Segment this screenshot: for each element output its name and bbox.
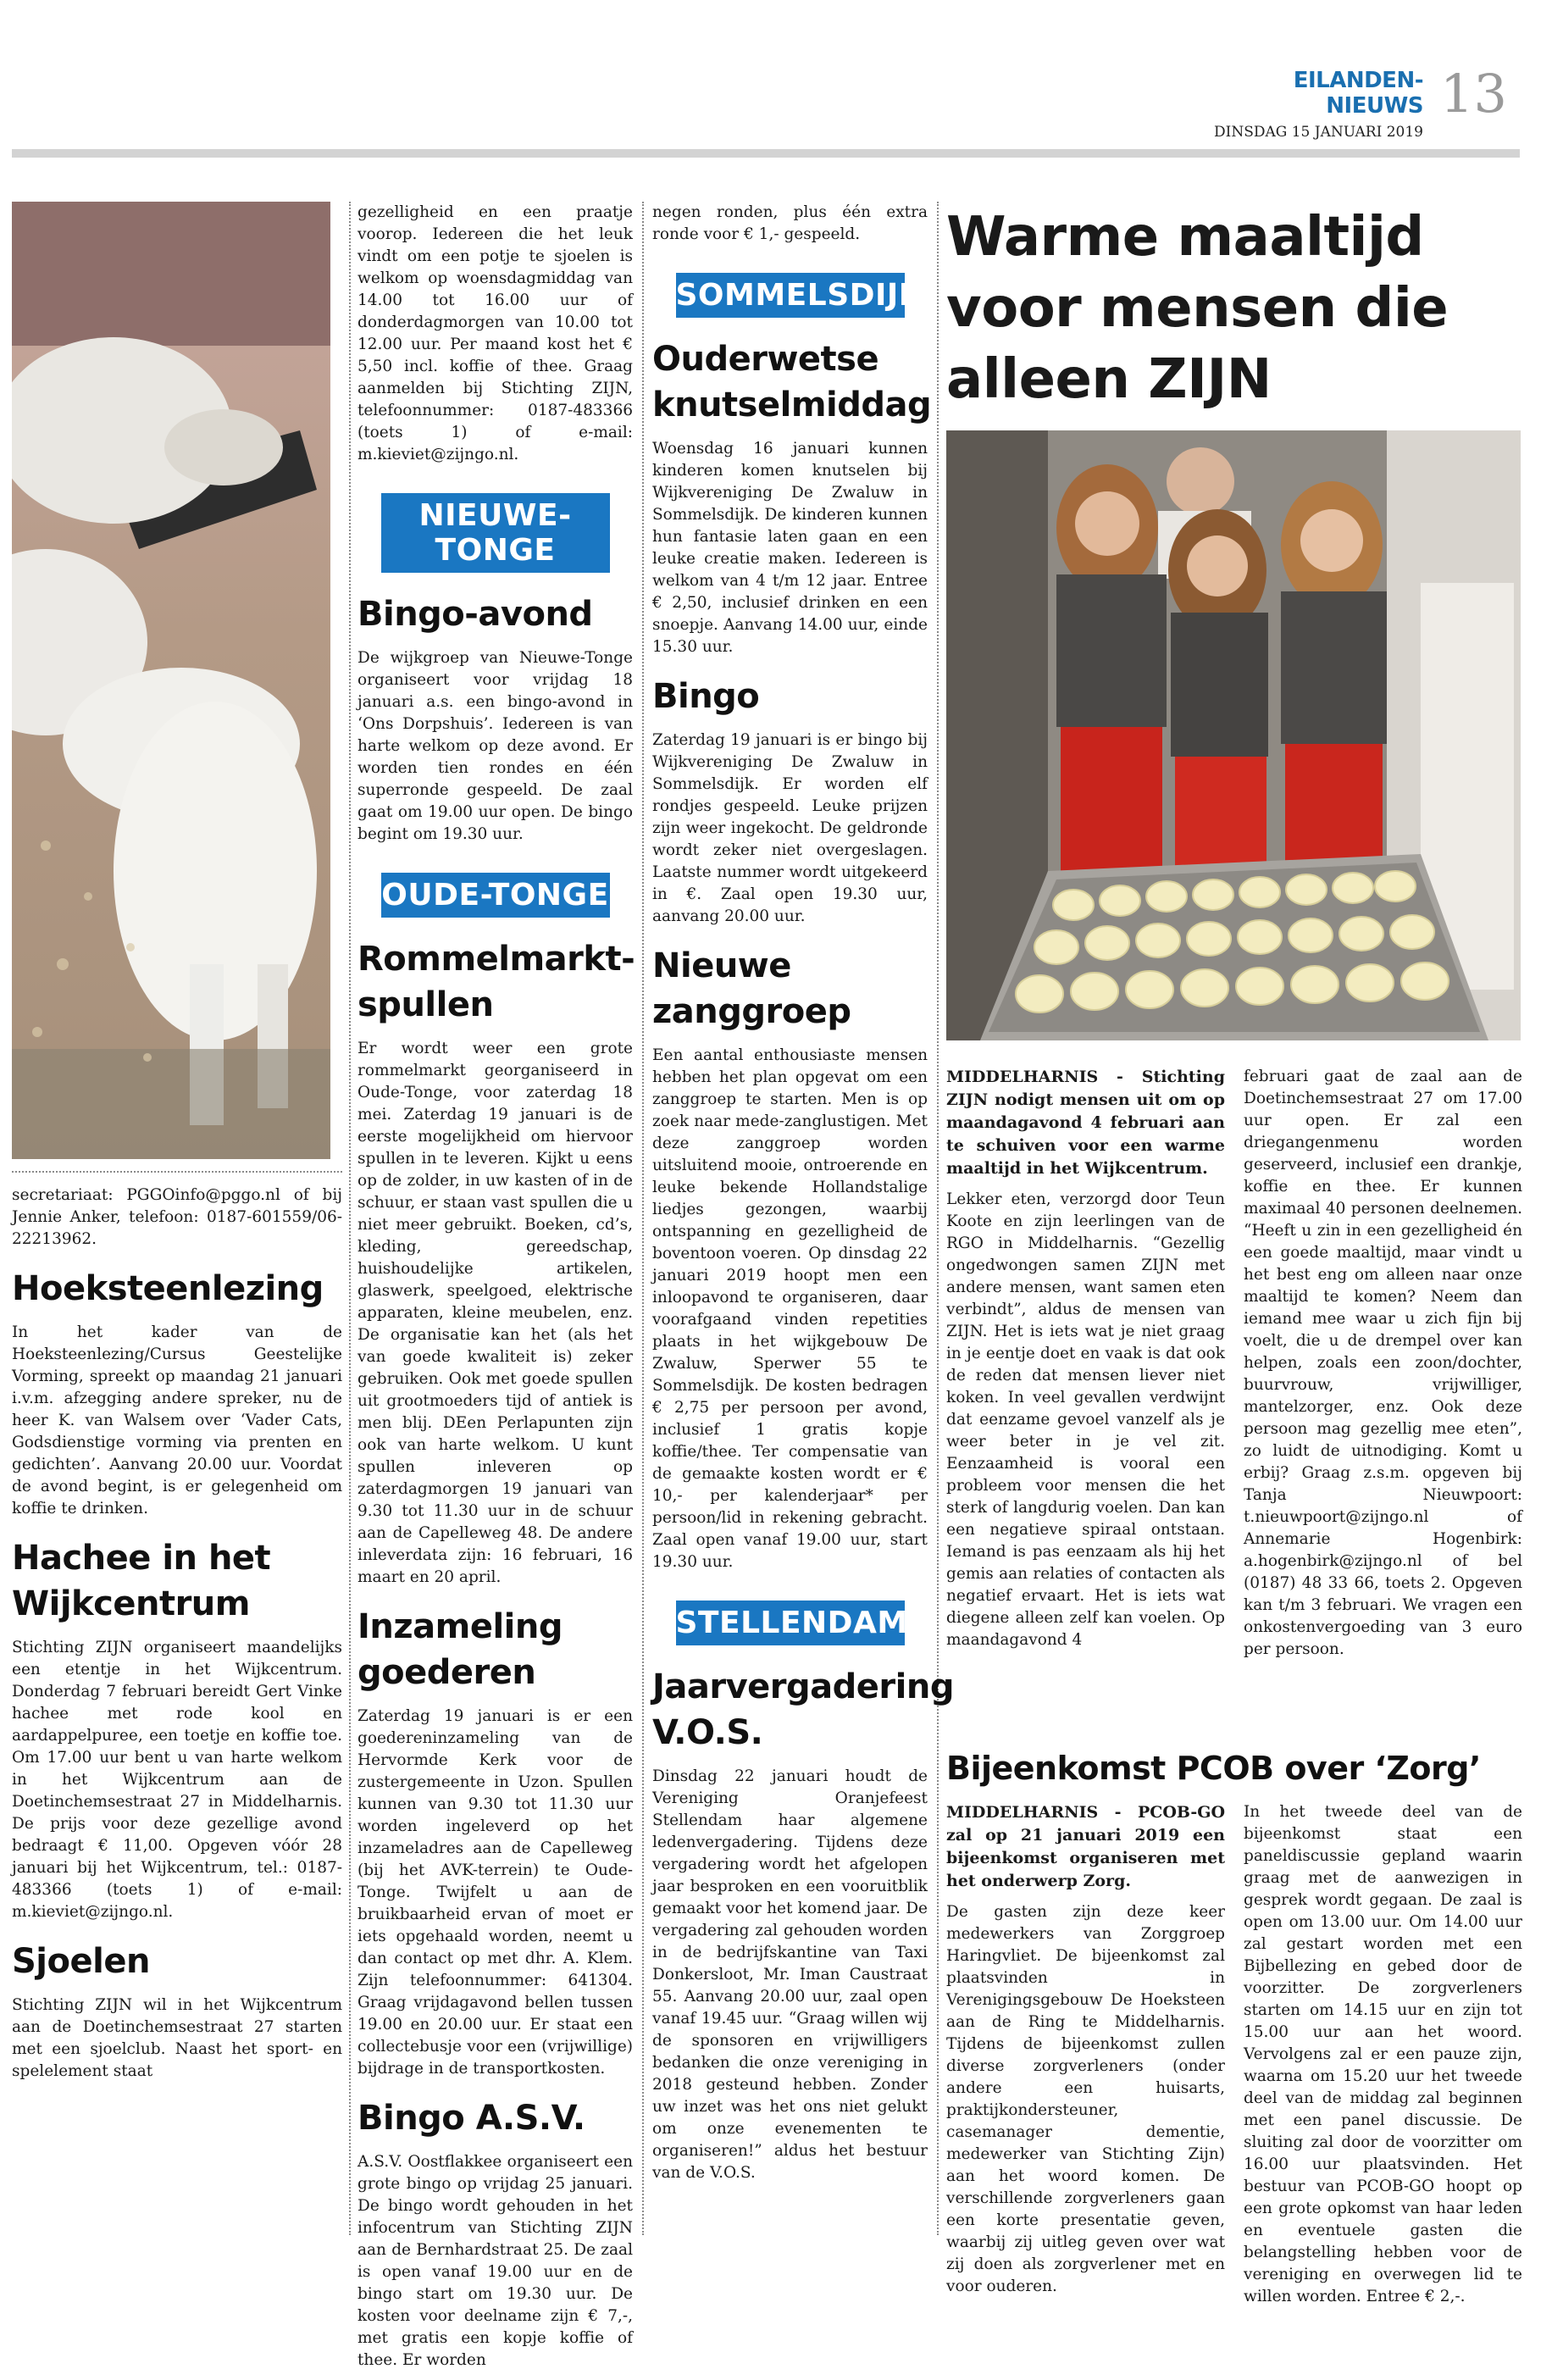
article-body: Zaterdag 19 januari is er bingo bij Wijkvereniging De Zwaluw in Sommelsdijk. Er worden elf rondjes gespeeld. Leuke prijzen zijn weer ingekocht. De geldronde wordt zeker niet overgeslagen. Laatste nummer wordt uitgekeerd in €. Zaal open 19.30 uur, aanvang 20.00 uur. xyxy=(652,731,928,925)
headline-bingo-avond: Bingo-avond xyxy=(357,595,593,634)
article-body: In het tweede deel van de bijeenkomst staat een paneldiscussie gepland waarin graag met de aanwezigen in gesprek wordt gegaan. De zaal is open om 13.00 uur. Om 14.00 uur zal gestart worden met een Bijbellezing en gebed door de voorzitter. De zorgverleners starten om 14.15 uur en zijn tot 15.00 uur aan het woord. Vervolgens zal er een pauze zijn, waarna om 15.20 uur het tweede deel van de middag zal beginnen met een panel discussie. De sluiting zal door de voorzitter om 16.00 uur plaatsvinden. Het bestuur van PCOB-GO hoopt op een grote opkomst van haar leden en eventuele gasten die belangstelling hebben voor de vereniging en overwegen lid te willen worden. Entree € 2,-. xyxy=(1244,1803,1522,2305)
headline-hoeksteenlezing: Hoeksteenlezing xyxy=(12,1269,324,1308)
newspaper-brand: EILANDEN-NIEUWS xyxy=(1293,68,1423,119)
article-body: Stichting ZIJN organiseert maandelijks een etentje in het Wijkcentrum. Donderdag 7 februari bereidt Gert Vinke hachee met rode kool en aardappelpuree, een toetje en koffie toe. Om 17.00 uur bent u van harte welkom in het Wijkcentrum aan de Doetinchemsestraat 27 in Middelharnis. De prijs voor deze gezellige avond bedraagt € 11,00. Opgeven vóór 28 januari bij het Wijkcentrum, tel.: 0187- 483366 (toets 1) of e-mail: m.kieviet@zijngo.nl. xyxy=(12,1639,342,1921)
article-body: De wijkgroep van Nieuwe-Tonge organiseert voor vrijdag 18 januari a.s. een bingo-avond in ‘Ons Dorpshuis’. Iedereen is van harte welkom op deze avond. Er worden tien rondes en één superronde gespeeld. De zaal gaat om 19.00 uur open. De bingo begint om 19.30 uur. xyxy=(357,649,633,843)
article-body: Lekker eten, verzorgd door Teun Koote en zijn leerlingen van de RGO in Middelharnis. “Gezellig ongedwongen samen ZIJN met andere mensen, want samen eten verbindt”, aldus de mensen van ZIJN. Het is iets wat je niet graag in je eentje doet en vaak is dat ook de reden dat mensen liever niet koken. In veel gevallen verdwijnt dat eenzame gevoel vanzelf als je weer beter in je vel zit. Eenzaamheid is vooral een probleem voor mensen die het sterk of langdurig voelen. Dan kan een negatieve spiraal ontstaan. Iemand is pas eenzaam als hij het gemis aan relaties of contacten als negatief ervaart. Het is iets wat diegene alleen zelf kan voelen. Op maandagavond 4 xyxy=(946,1190,1225,1649)
location-tag: NIEUWE-TONGE xyxy=(381,493,610,573)
column-divider xyxy=(349,202,351,2235)
article-body: negen ronden, plus één extra ronde voor € 1,- gespeeld. xyxy=(652,203,928,243)
headline-inzameling: Inzameling goederen xyxy=(357,1607,563,1692)
location-tag: STELLENDAM xyxy=(676,1601,905,1645)
article-body: Er wordt weer een grote rommelmarkt georganiseerd in Oude-Tonge, voor zaterdag 18 mei. Zaterdag 19 januari is de eerste mogelijkheid om hiervoor spullen in te leveren. Kijkt u eens op de zolder, in uw kasten of in de schuur, er staan vast spullen die u niet meer gebruikt. Boeken, cd’s, kleding, gereedschap, huishoudelijke artikelen, glaswerk, speelgoed, elektrische apparaten, kleine meubelen, enz. De organisatie kan het (als het van goede kwaliteit is) zeker gebruiken. Ook met goede spullen uit grootmoeders tijd of antiek is men blij. DEen Perlapunten zijn ook van harte welkom. U kunt spullen inleveren op zaterdagmorgen 19 januari van 9.30 tot 11.30 uur in de schuur aan de Capelleweg 48. De andere inleverdata zijn: 16 februari, 16 maart en 20 april. xyxy=(357,1040,633,1586)
column-divider xyxy=(937,202,939,2235)
column-3 xyxy=(652,202,954,2193)
article-lead: MIDDELHARNIS - Stichting ZIJN nodigt mensen uit om op maandagavond 4 februari aan te schuiven voor een warme maaltijd in het Wijkcentrum. xyxy=(946,1068,1225,1178)
column-divider xyxy=(642,202,644,2235)
goat-photo xyxy=(12,202,330,1159)
article-body: Een aantal enthousiaste mensen hebben het plan opgevat om een zanggroep te starten. Men is op zoek naar mede-zanglustigen. Met deze zanggroep worden uitsluitend mooie, ontroerende en leuke bekende Hollandstalige liedjes gezongen, waarbij ontspanning en gezelligheid de boventoon voeren. Op dinsdag 22 januari 2019 hoopt men een inloopavond te organiseren, daar voorafgaand vinden repetities plaats in het wijkgebouw De Zwaluw, Sperwer 55 te Sommelsdijk. De kosten bedragen € 2,75 per persoon per avond, inclusief 1 gratis kopje koffie/thee. Ter compensatie van de gemaakte kosten wordt er € 10,- per kalenderjaar* per persoon/lid in rekening gebracht. Zaal open vanaf 19.00 uur, start 19.30 uur. xyxy=(652,1046,928,1571)
article-lead: MIDDELHARNIS - PCOB-GO zal op 21 januari 2019 een bijeenkomst organiseren met het onderwerp Zorg. xyxy=(946,1803,1225,1890)
headline-hachee: Hachee in het Wijkcentrum xyxy=(12,1539,271,1623)
page-number: 13 xyxy=(1440,63,1507,125)
column-1 xyxy=(12,202,342,2091)
headline-sjoelen: Sjoelen xyxy=(12,1942,150,1981)
headline-bingo: Bingo xyxy=(652,677,760,716)
main-headline: Warme maaltijd voor mensen die alleen ZIJN xyxy=(946,206,1449,411)
headline-jaarvergadering: Jaarvergadering V.O.S. xyxy=(652,1667,954,1752)
article-body: A.S.V. Oostflakkee organiseert een grote bingo op vrijdag 25 januari. De bingo wordt gehouden in het infocentrum van Stichting ZIJN aan de Bernhardstraat 25. De zaal is open vanaf 19.00 uur en de bingo start om 19.30 uur. De kosten voor deelname zijn € 7,-, met gratis een kopje koffie of thee. Er worden xyxy=(357,2153,633,2369)
contact-info: secretariaat: PGGOinfo@pggo.nl of bij Jennie Anker, telefoon: 0187-601559/06-22213962. xyxy=(12,1186,342,1248)
top-rule xyxy=(12,149,1520,158)
headline-pcob: Bijeenkomst PCOB over ‘Zorg’ xyxy=(946,1750,1481,1787)
article-body: In het kader van de Hoeksteenlezing/Cursus Geestelijke Vorming, spreekt op maandag 21 januari i.v.m. afzegging andere spreker, nu de heer K. van Walsem over ‘Vader Cats, Godsdienstige vorming via prenten en gedichten’. Aanvang 20.00 uur. Voordat de avond begint, is er gelegenheid om koffie te drinken. xyxy=(12,1323,342,1517)
column-4 xyxy=(946,202,1522,2316)
headline-rommelmarkt: Rommelmarkt-spullen xyxy=(357,940,635,1024)
headline-zanggroep: Nieuwe zanggroep xyxy=(652,946,851,1031)
headline-bingo-asv: Bingo A.S.V. xyxy=(357,2099,585,2138)
article-body: februari gaat de zaal aan de Doetinchemsestraat 27 om 17.00 uur open. Er zal een driegangenmenu worden geserveerd, inclusief een drankje, koffie en thee. Er kunnen maximaal 40 personen deelnemen. “Heeft u zin in een gezelligheid én een goede maaltijd, maar vindt u het best eng om alleen naar onze maaltijd te komen? Neem dan iemand mee waar u zich fijn bij voelt, die u de drempel over kan helpen, zoals een zoon/dochter, buurvrouw, vrijwilliger, mantelzorger, enz. Ook deze persoon mag gezellig mee eten”, zo luidt de uitnodiging. Komt u erbij? Graag z.s.m. opgeven bij Tanja Nieuwpoort: t.nieuwpoort@zijngo.nl of Annemarie Hogenbirk: a.hogenbirk@zijngo.nl of bel (0187) 48 33 66, toets 2. Opgeven kan t/m 3 februari. We vragen een onkostenvergoeding van 3 euro per persoon. xyxy=(1244,1068,1522,1658)
location-tag: OUDE-TONGE xyxy=(381,873,610,918)
article-body: Dinsdag 22 januari houdt de Vereniging Oranjefeest Stellendam haar algemene ledenvergadering. Tijdens deze vergadering wordt het afgelopen jaar besproken en een vooruitblik gemaakt voor het komend jaar. De vergadering zal gehouden worden in de bedrijfskantine van Taxi Donkersloot, Mr. Iman Caustraat 55. Aanvang 20.00 uur, zaal open vanaf 19.45 uur. “Graag willen wij de sponsoren en vrijwilligers bedanken die onze vereniging in 2018 gesteund hebben. Zonder uw inzet was het ons niet gelukt om onze evenementen te organiseren!” aldus het bestuur van de V.O.S. xyxy=(652,1767,928,2182)
group-photo xyxy=(946,430,1521,1040)
column-2 xyxy=(357,202,633,2380)
masthead xyxy=(1211,68,1423,141)
location-tag: SOMMELSDIJK xyxy=(676,273,905,318)
article-body: Stichting ZIJN wil in het Wijkcentrum aan de Doetinchemsestraat 27 starten met een sjoelclub. Naast het sport- en spelelement staat xyxy=(12,1996,342,2080)
issue-date: DINSDAG 15 JANUARI 2019 xyxy=(1213,124,1423,141)
article-pcob xyxy=(946,1801,1522,2316)
article-warme-maaltijd xyxy=(946,1066,1522,1669)
headline-knutselmiddag: Ouderwetse knutselmiddag xyxy=(652,340,932,424)
article-body: gezelligheid en een praatje voorop. Iedereen die het leuk vindt om een potje te sjoelen is welkom op woensdagmiddag van 14.00 tot 16.00 uur of donderdagmorgen van 10.00 tot 12.00 uur. Per maand kost het € 5,50 incl. koffie of thee. Graag aanmelden bij Stichting ZIJN, telefoonnummer: 0187-483366 (toets 1) of e-mail: m.kieviet@zijngo.nl. xyxy=(357,203,633,463)
article-body: Zaterdag 19 januari is er een goedereninzameling van de Hervormde Kerk voor de zustergemeente in Uzon. Spullen kunnen van 9.30 tot 11.30 uur worden ingeleverd op het inzameladres aan de Capelleweg (bij het AVK-terrein) te Oude-Tonge. Twijfelt u aan de bruikbaarheid ervan of moet er iets opgehaald worden, neemt u dan contact op met dhr. A. Klem. Zijn telefoonnummer: 641304. Graag vrijdagavond bellen tussen 19.00 en 20.00 uur. Er staat een collectebusje voor een (vrijwillige) bijdrage in de transportkosten. xyxy=(357,1707,633,2078)
article-body: Woensdag 16 januari kunnen kinderen komen knutselen bij Wijkvereniging De Zwaluw in Sommelsdijk. De kinderen kunnen hun fantasie laten gaan en een leuke creatie maken. Iedereen is welkom van 4 t/m 12 jaar. Entree € 2,50, inclusief drinken en een snoepje. Aanvang 14.00 uur, einde 15.30 uur. xyxy=(652,440,928,656)
article-body: De gasten zijn deze keer medewerkers van Zorggroep Haringvliet. De bijeenkomst zal plaatsvinden in Verenigingsgebouw De Hoeksteen aan de Ring te Middelharnis. Tijdens de bijeenkomst zullen diverse zorgverleners (onder andere een huisarts, praktijkondersteuner, casemanager dementie, medewerker van Stichting Zijn) aan het woord komen. De verschillende zorgverleners gaan een korte presentatie geven, waarbij zij uitleg geven over wat zij doen als zorgverlener met en voor ouderen. xyxy=(946,1903,1225,2295)
divider xyxy=(12,1171,342,1173)
